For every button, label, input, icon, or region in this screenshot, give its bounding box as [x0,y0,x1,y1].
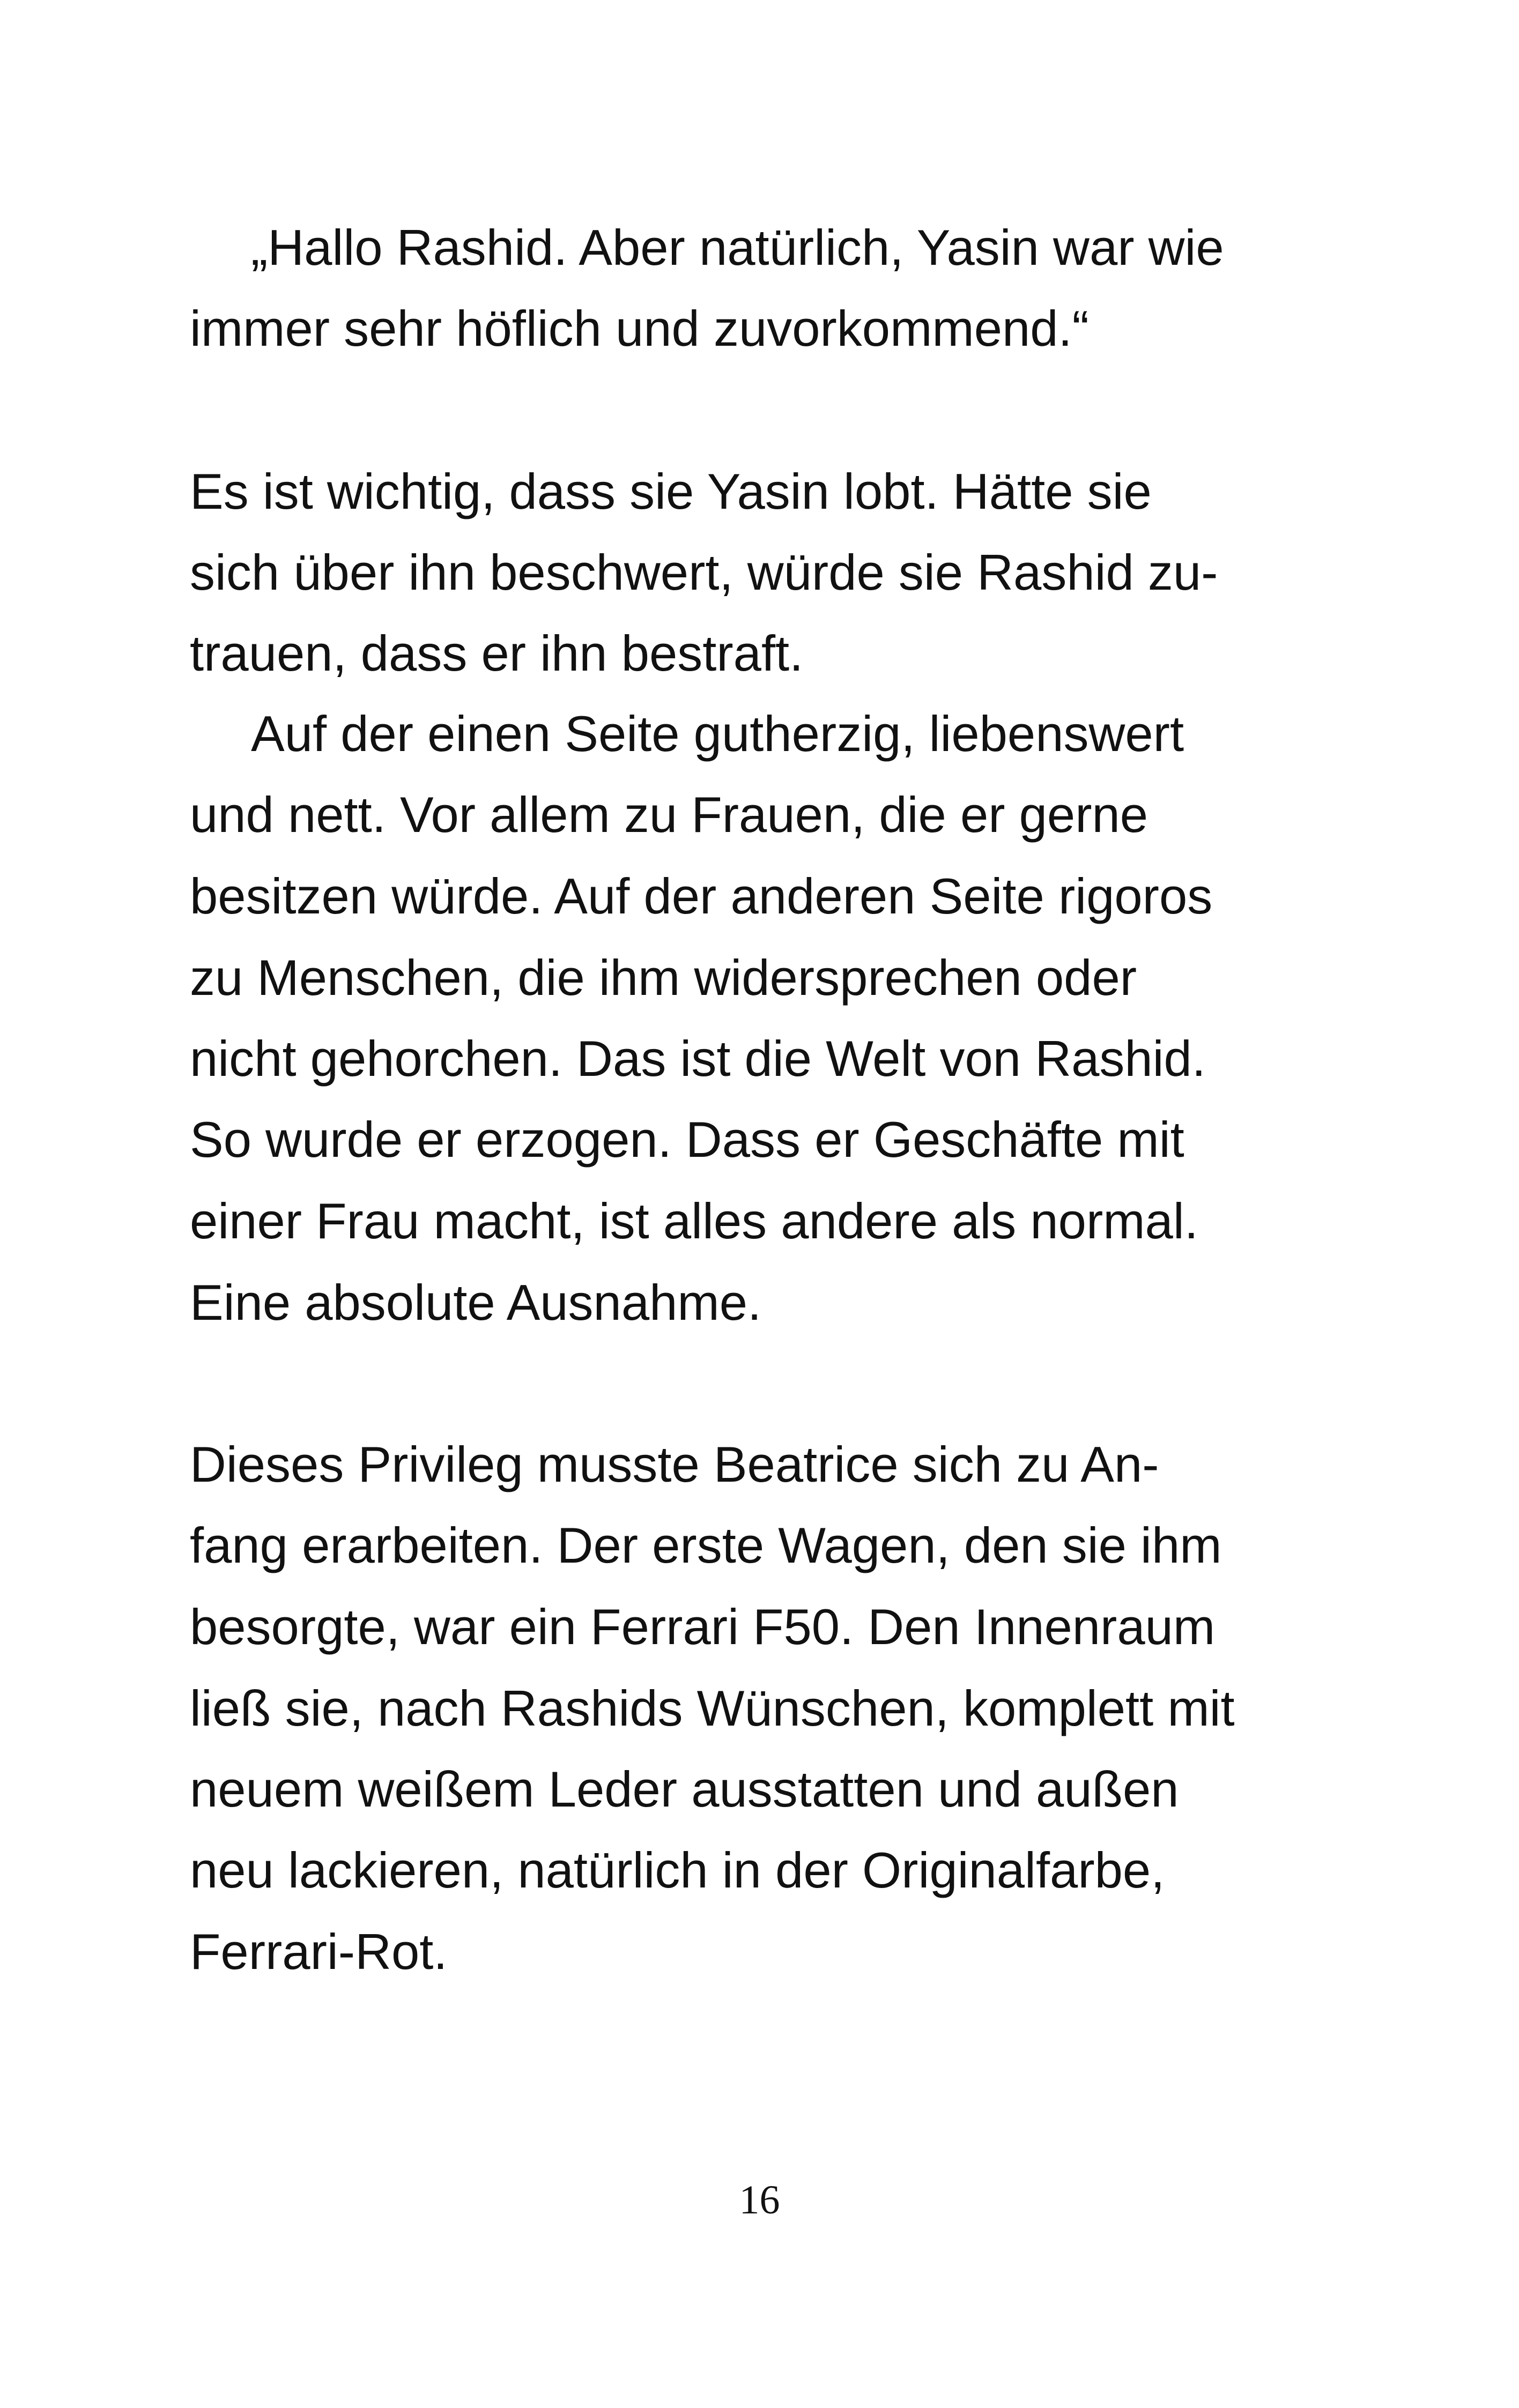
text-line: Eine absolute Ausnahme. [190,1274,762,1331]
text-line: besitzen würde. Auf der anderen Seite rigoros [190,868,1213,924]
page-number: 16 [739,2177,780,2223]
text-line: sich über ihn beschwert, würde sie Rashid zu- [190,544,1218,600]
text-line: „Hallo Rashid. Aber natürlich, Yasin war wie [251,219,1224,276]
text-line: Es ist wichtig, dass sie Yasin lobt. Hätte sie [190,463,1152,519]
text-line: ließ sie, nach Rashids Wünschen, komplett mit [190,1680,1235,1736]
text-line: besorgte, war ein Ferrari F50. Den Innenraum [190,1599,1216,1655]
text-line: neu lackieren, natürlich in der Originalfarbe, [190,1842,1165,1898]
text-line: Auf der einen Seite gutherzig, liebenswert [251,705,1184,762]
text-line: neuem weißem Leder ausstatten und außen [190,1761,1179,1817]
text-line: einer Frau macht, ist alles andere als normal. [190,1193,1198,1249]
text-line: fang erarbeiten. Der erste Wagen, den sie ihm [190,1517,1222,1573]
text-line: Dieses Privileg musste Beatrice sich zu An- [190,1436,1159,1492]
text-line: und nett. Vor allem zu Frauen, die er gerne [190,786,1148,843]
text-line: So wurde er erzogen. Dass er Geschäfte mit [190,1111,1184,1168]
text-line: nicht gehorchen. Das ist die Welt von Rashid. [190,1030,1206,1087]
text-line: zu Menschen, die ihm widersprechen oder [190,949,1137,1006]
text-line: Ferrari-Rot. [190,1923,448,1980]
text-line: immer sehr höflich und zuvorkommend.“ [190,300,1089,356]
text-line: trauen, dass er ihn bestraft. [190,625,804,681]
